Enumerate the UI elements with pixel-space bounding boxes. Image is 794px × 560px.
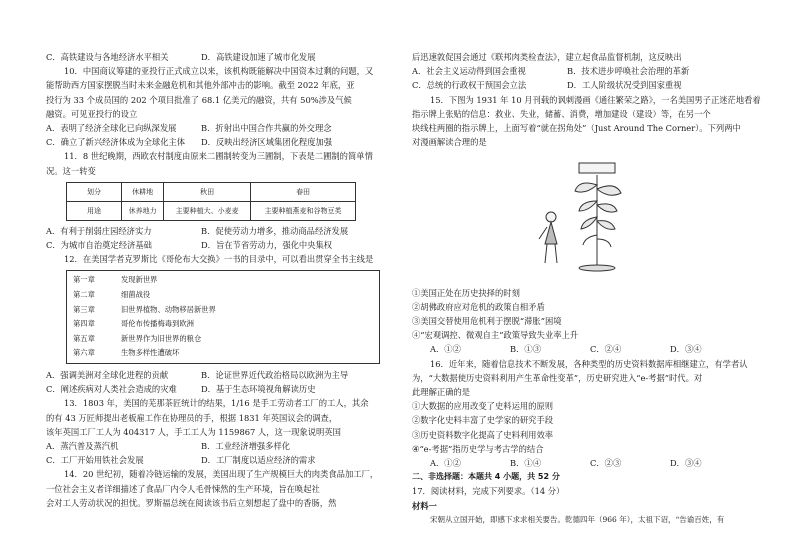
option: D．工人阶级状况受到国家重视 xyxy=(567,80,682,91)
option-row xyxy=(46,368,416,382)
question-17-title: 17．阅读材料，完成下列要求。（14 分） xyxy=(412,486,565,497)
cartoon-illustration xyxy=(527,155,637,275)
table-cell: 秋田 xyxy=(164,182,251,201)
material-label: 材料一 xyxy=(412,500,437,511)
statement: ④“宏观调控、微观自主”政策导致失业率上升 xyxy=(412,330,579,341)
option: C．阐述疾病对人类社会造成的灾难 xyxy=(46,384,177,395)
statement: ④“e-考据”指历史学与考古学的结合 xyxy=(412,443,544,454)
question-text: 投行为 33 个成员国的 202 个项目批准了 68.1 亿美元的融资，共有 50%涉及气候 xyxy=(46,94,352,105)
table-row xyxy=(67,201,356,220)
chapter-number: 第一章 xyxy=(73,275,95,285)
question-13 xyxy=(46,396,416,467)
option: A．①② xyxy=(430,344,461,355)
option-row xyxy=(412,78,772,92)
option-row xyxy=(412,64,772,78)
chapter-number: 第三章 xyxy=(73,304,95,314)
option: B．①③ xyxy=(510,344,541,355)
option-row xyxy=(412,456,772,470)
question-16 xyxy=(412,357,772,471)
statement: ③美国交替使用危机利于摆脱“滞胀”困境 xyxy=(412,316,562,327)
table-cell: 春田 xyxy=(251,182,356,201)
table-cell: 休耕地 xyxy=(122,182,164,201)
statement: ①美国正处在历史抉择的时刻 xyxy=(412,287,520,298)
option: C．总统的行政权干预国会立法 xyxy=(412,80,527,91)
question-text: 对漫画解读合理的是 xyxy=(412,137,487,148)
option: D．③④ xyxy=(670,458,702,469)
option: D．③④ xyxy=(670,344,702,355)
option-row xyxy=(46,439,416,453)
toc-row xyxy=(73,346,373,361)
question-text: 14．20 世纪初，随着冷链运输的发展，美国出现了生产规模巨大的肉类食品加工厂， xyxy=(64,469,379,480)
question-11 xyxy=(46,149,416,252)
question-text: 融资。可见亚投行的设立 xyxy=(46,108,138,119)
material-text: 宋朝从立国开始，即感下求求相关要告。乾德四年（966 年），太祖下诏，“告谕百姓，有 xyxy=(430,514,725,524)
question-text: 10．中国商议筹建的亚投行正式成立以来，该机构既能解决中国资本过剩的问题，又 xyxy=(64,66,374,77)
option: A．有利于削弱庄园经济实力 xyxy=(46,225,152,236)
chapter-title: 新世界作为旧世界的粮仓 xyxy=(121,333,202,343)
option: C．②③ xyxy=(590,458,622,469)
option: D．基于生态环境视角解读历史 xyxy=(201,384,316,395)
option-row xyxy=(46,453,416,467)
question-text: 12．在美国学者克罗斯比《哥伦布大交换》一书的目录中，可以看出贯穿全书主线是 xyxy=(64,254,374,265)
chapter-title: 旧世界植物、动物移居新世界 xyxy=(121,304,216,314)
field-system-table xyxy=(66,182,356,221)
question-15 xyxy=(412,93,772,357)
statement: ①大数据的应用改变了史料运用的原则 xyxy=(412,401,554,412)
option: A．①② xyxy=(430,458,461,469)
question-text: 块线柱两圈的指示牌上，上面写着“就在拐角处”（Just Around The Corner）。下列两中 xyxy=(412,123,741,134)
option: B．①④ xyxy=(510,458,541,469)
option: D．旨在节省劳动力，强化中央集权 xyxy=(201,240,333,251)
question-text: 15．下图为 1931 年 10 月刊载的讽刺漫画《通往繁荣之路》，一名美国男子正迷茫地看着 xyxy=(430,94,761,105)
statement: ②数字化史料丰富了史学家的研究手段 xyxy=(412,415,554,426)
question-text: 一位社会主义者详细描述了食品厂内令人毛骨悚然的生产环境，旨在唤起社 xyxy=(46,483,320,494)
option-row xyxy=(412,342,772,356)
chapter-title: 发现新世界 xyxy=(121,275,158,285)
toc-row xyxy=(73,317,373,332)
table-cell: 休养地力 xyxy=(122,201,164,220)
option: B．促使劳动力增多，推动商品经济发展 xyxy=(201,225,349,236)
statement: ③历史资料数字化提高了史料利用效率 xyxy=(412,429,554,440)
option: A．蒸汽普及蒸汽机 xyxy=(46,441,119,452)
option: B．工业经济增强多样化 xyxy=(201,441,291,452)
option: B．论证世界近代政治格局以欧洲为主导 xyxy=(201,370,349,380)
option-row xyxy=(46,135,416,149)
table-row xyxy=(67,182,356,201)
question-text: 况。这一转变 xyxy=(46,165,96,176)
table-cell: 用途 xyxy=(67,201,122,220)
table-cell: 主要种植燕麦和谷物豆类 xyxy=(251,201,356,220)
question-10 xyxy=(46,64,416,149)
option: A．表明了经济全球化已向纵深发展 xyxy=(46,123,177,134)
toc-row xyxy=(73,288,373,303)
option: C．高铁建设与各地经济水平相关 xyxy=(46,52,169,62)
question-text: 后迅速敦促国会通过《联邦肉类检查法》，建立起食品监督机制，这反映出 xyxy=(412,52,682,62)
chapter-title: 哥伦布传播梅毒到欧洲 xyxy=(121,319,194,329)
option: C．②④ xyxy=(590,344,622,355)
section-heading: 二、非选择题：本题共 4 小题，共 52 分 xyxy=(412,472,560,482)
toc-row xyxy=(73,303,373,318)
question-text: 能帮助西方国家摆脱当时未来金融危机和其他外部冲击的影响。截至 2022 年底，亚 xyxy=(46,80,355,91)
question-12 xyxy=(46,252,416,396)
question-14 xyxy=(46,467,416,510)
chapter-number: 第五章 xyxy=(73,333,95,343)
table-cell: 划分 xyxy=(67,182,122,201)
question-text: 此理解正确的是 xyxy=(412,387,471,398)
table-cell: 主要种植大、小麦麦 xyxy=(164,201,251,220)
option: A．社会主义运动得到国会重视 xyxy=(412,66,526,77)
question-text: 11．8 世纪晚期，西欧农村制度由原来二圃制转变为三圃制，下表是二圃制的简单情 xyxy=(64,151,373,162)
left-column xyxy=(46,0,416,510)
option: B．折射出中国合作共赢的外交理念 xyxy=(201,123,332,134)
option: B．技术进步呼唤社会治理的革新 xyxy=(567,66,690,77)
question-text: 13．1803 年，美国的芜那茶匠统计的结果，1/16 是手工劳动者工厂的工人，其余 xyxy=(64,398,369,409)
question-text: 指示牌上张贴的信息：救业、失业，储蓄、消费，增加建设（建设）等，在另一个 xyxy=(412,108,711,119)
option-row xyxy=(46,382,416,396)
question-text: 为，“大数据使历史资料利用产生革命性变革”，历史研究进入“e-考据”时代。对 xyxy=(412,372,703,383)
question-text: 会对工人劳动状况的担忧。罗斯福总统在阅读该书后立刻想起了盘中的香肠，然 xyxy=(46,497,337,508)
chapter-title: 细菌战役 xyxy=(121,290,151,300)
table-of-contents xyxy=(66,270,380,364)
statement: ②胡佛政府应对危机的政策自相矛盾 xyxy=(412,301,545,312)
option: D．高铁建设加速了城市化发展 xyxy=(201,52,316,62)
question-text: 的有 43 万匠师提出老板雇工作在协理员的手，根据 1831 年英国议会的调查， xyxy=(46,412,338,423)
option: C．确立了新兴经济体成为全球化主体 xyxy=(46,137,186,148)
option-row xyxy=(46,224,416,238)
chapter-title: 生物多样性遭破坏 xyxy=(121,348,180,358)
option-row xyxy=(46,121,416,135)
option: C．工厂开始用铁社会发展 xyxy=(46,455,144,466)
question-text: 16．近年来，随着信息技术不断发展，各种类型的历史资料数据库相继建立，有学者认 xyxy=(430,358,748,369)
question-text: 该年英国工厂工人为 404317 人，手工工人为 1159867 人，这一现象说明英国 xyxy=(46,426,341,437)
chapter-number: 第六章 xyxy=(73,348,95,358)
option: D．工厂制度以适应经济的需求 xyxy=(201,455,316,466)
chapter-number: 第二章 xyxy=(73,290,95,300)
option-row xyxy=(46,238,416,252)
option: A．强调美洲对全球化进程的贡献 xyxy=(46,370,169,380)
toc-row xyxy=(73,332,373,347)
right-column xyxy=(412,0,772,527)
toc-row xyxy=(73,273,373,288)
chapter-number: 第四章 xyxy=(73,319,95,329)
q9-options-cd xyxy=(46,50,416,64)
option: D．反映出经济区域集团化程度加强 xyxy=(201,137,333,148)
option: C．为城市自治奠定经济基础 xyxy=(46,240,152,251)
